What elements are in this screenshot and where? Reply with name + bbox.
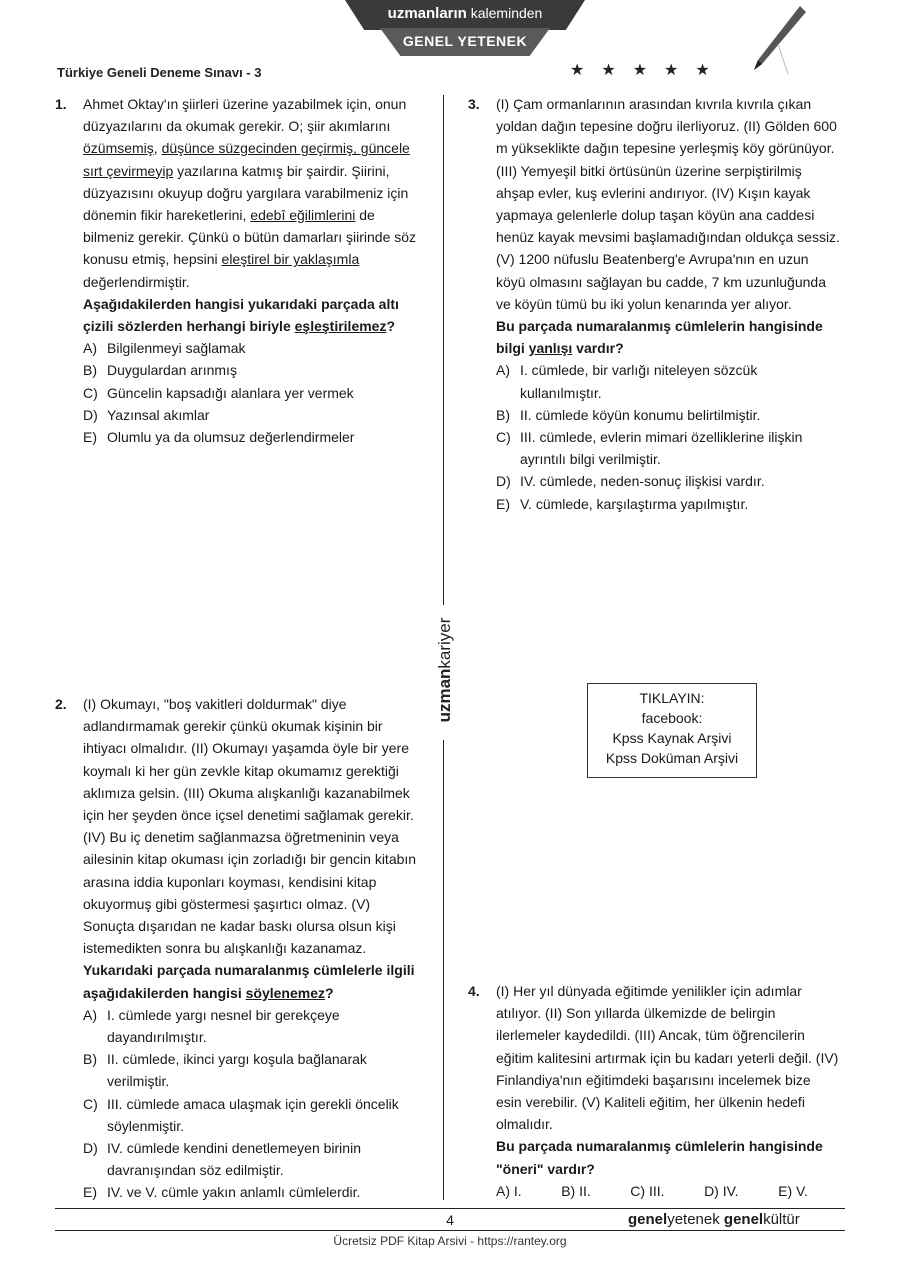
option-text: III. — [648, 1182, 665, 1199]
option-d[interactable] — [496, 470, 840, 492]
option-text: I. cümlede yargı nesnel bir gerekçeye dayandırılmıştır. — [107, 1006, 340, 1046]
footer-brand-rest: kültür — [763, 1211, 800, 1228]
option-letter: E) — [496, 495, 510, 512]
option-c[interactable] — [496, 426, 840, 470]
right-column-lower — [468, 980, 840, 1202]
footer-url[interactable]: Ücretsiz PDF Kitap Arsivi - https://rantey.org — [333, 1234, 567, 1248]
underlined-phrase: edebî eğilimlerini — [250, 207, 356, 224]
footer-rule-bottom — [55, 1230, 845, 1231]
exam-title: Türkiye Geneli Deneme Sınavı - 3 — [57, 65, 262, 80]
question-prompt — [496, 1135, 840, 1179]
banner-brand-rest: kaleminden — [466, 5, 543, 21]
option-d[interactable] — [704, 1180, 739, 1202]
stem-text: yazılarına katmış bir şairdir. Şiirini, düzyazısını okuyup doğru yargılara varabilmeniz için dönemin fikir hareketlerini, — [83, 162, 409, 224]
option-text: IV. cümlede kendini denetlemeyen birinin davranışından söz edilmiştir. — [107, 1140, 361, 1179]
option-text: Olumlu ya da olumsuz değerlendirmeler — [107, 429, 355, 446]
option-letter: A) — [496, 362, 510, 379]
prompt-text: vardır? — [572, 340, 624, 357]
option-letter: D) — [83, 406, 98, 423]
option-text: III. cümlede, evlerin mimari özelliklerine ilişkin ayrıntılı bilgi verilmiştir. — [520, 429, 803, 468]
option-text: II. — [579, 1182, 591, 1199]
option-text: IV. ve V. cümle yakın anlamlı cümlelerdir. — [107, 1184, 361, 1201]
right-column — [468, 93, 840, 515]
option-text: Duygulardan arınmış — [107, 362, 237, 379]
prompt-underlined: yanlışı — [528, 340, 573, 357]
banner-brand — [345, 5, 585, 22]
prompt-text: Yukarıdaki parçada numaralanmış cümlelerle ilgili aşağıdakilerden hangisi — [83, 962, 415, 1001]
underlined-phrase: eleştirel bir yaklaşımla — [221, 251, 360, 268]
ad-line-1: TIKLAYIN: — [639, 690, 705, 706]
question-stem — [83, 93, 422, 293]
option-letter: C) — [83, 1095, 98, 1112]
option-text: IV. — [722, 1182, 739, 1199]
option-a[interactable] — [83, 337, 422, 359]
question-number: 2. — [55, 696, 67, 712]
option-text: Güncelin kapsadığı alanlara yer vermek — [107, 384, 354, 401]
stem-text: , — [153, 140, 162, 157]
option-d[interactable] — [83, 404, 422, 426]
question-1 — [55, 93, 422, 448]
option-letter: E) — [83, 1184, 97, 1201]
option-c[interactable] — [630, 1180, 664, 1202]
option-letter: B) — [83, 362, 97, 379]
question-stem: (I) Her yıl dünyada eğitimde yenilikler için adımlar atılıyor. (II) Son yıllarda ülkemizde de belirgin ilerlemeler kaydedildi. (III) Ancak, tüm öğrencilerin eğitim kalitesini artırmak için bu kadarı yeterli değil. (IV) Finlandiya'nın eğitimdeki başarısını incelemek bize esin verebilir. (V) Kaliteli eğitim, her ülkenin hedefi olmalıdır. — [496, 983, 839, 1133]
option-letter: E) — [778, 1182, 793, 1199]
option-e[interactable] — [496, 493, 840, 515]
option-letter: D) — [496, 473, 511, 490]
option-a[interactable] — [83, 1004, 422, 1048]
option-letter: C) — [496, 429, 511, 446]
option-letter: E) — [83, 429, 97, 446]
option-text: V. — [796, 1182, 808, 1199]
option-d[interactable] — [83, 1137, 422, 1181]
underlined-phrase: düşünce süzgecinden geçirmiş, güncele sırt çevirmeyip — [83, 140, 410, 179]
option-letter: B) — [496, 406, 510, 423]
column-divider — [443, 95, 444, 605]
footer-rule — [55, 1208, 845, 1209]
option-b[interactable] — [83, 359, 422, 381]
prompt-text: ? — [386, 318, 396, 335]
prompt-text: Bu parçada numaralanmış cümlelerin hangisinde "öneri" vardır? — [496, 1138, 823, 1177]
option-letter: A) — [83, 1006, 97, 1023]
option-letter: D) — [83, 1140, 98, 1157]
header-stars: ★★★★★ — [570, 62, 727, 79]
question-stem: (I) Çam ormanlarının arasından kıvrıla kıvrıla çıkan yoldan dağın tepesine doğru ilerliyoruz. (II) Gölden 600 m yükseklikte dağın tepesine yerleşmiş köy görünüyor. (III) Yemyeşil bitki örtüsünün üzerine serpiştirilmiş ahşap evler, kuş evlerini andırıyor. (IV) Kışın kayak yapmaya gelenlerle dolup taşan köyün ana caddesi henüz kayak mevsimi başlamadığından oldukça sessiz. (V) 1200 nüfuslu Beatenberg'e Avrupa'nın en uzun köyü olmasını sağlayan bu cadde, 7 km uzunluğunda ve köyün tümü bu iki yolun kenarında yer alıyor. — [496, 96, 840, 312]
page-number: 4 — [446, 1212, 454, 1228]
prompt-text: Bu parçada numaralanmış cümlelerin hangisinde bilgi — [496, 318, 823, 357]
question-number: 3. — [468, 96, 480, 112]
footer-brand-rest: yetenek — [667, 1211, 724, 1228]
stem-text: Ahmet Oktay'ın şiirleri üzerine yazabilmek için, onun düzyazılarını da okumak gerekir. O; şiir akımlarını — [83, 96, 407, 135]
option-b[interactable] — [496, 404, 840, 426]
prompt-text: Aşağıdakilerden hangisi yukarıdaki parçada altı çizili sözlerden herhangi biriyle — [83, 295, 399, 335]
question-4 — [468, 980, 840, 1202]
option-text: II. cümlede, ikinci yargı koşula bağlanarak verilmiştir. — [107, 1051, 367, 1090]
question-stem: (I) Okumayı, "boş vakitleri doldurmak" diye adlandırmamak gerekir çünkü okumak kişinin bir ihtiyacı olmalıdır. (II) Okumayı yaşamda öyle bir yere koymalı ki her gün zevkle kitap okumamız gerektiği aklımıza gelsin. (III) Okuma alışkanlığı kazanabilmek için her şeyden önce içsel denetimi sağlamak gerekir. (IV) Bu iç denetim sağlanmazsa öğretmeninin veya ailesinin kitap okuması için zorladığı bir gencin kitabın arasına iddia kuponları koyması, kendisini kitap okuyormuş gibi göstermesi şaşırtıcı olmaz. (V) Sonuçta dışarıdan ne kadar baskı olursa olsun kişi istemedikten sonra bu alışkanlığı kazanamaz. — [83, 696, 417, 957]
footer-brand-bold: genel — [628, 1211, 668, 1228]
option-text: IV. cümlede, neden-sonuç ilişkisi vardır. — [520, 473, 765, 490]
option-letter: C) — [83, 384, 98, 401]
banner-brand-bold: uzmanların — [387, 5, 467, 22]
facebook-ad-box[interactable] — [587, 683, 757, 778]
left-column — [55, 93, 422, 448]
side-brand-bold: uzman — [435, 668, 454, 723]
prompt-underlined: söylenemez — [245, 984, 325, 1001]
option-e[interactable] — [778, 1180, 808, 1202]
option-b[interactable] — [83, 1048, 422, 1092]
option-text: I. cümlede, bir varlığı niteleyen sözcük kullanılmıştır. — [520, 362, 758, 401]
question-prompt — [83, 293, 422, 337]
option-letter: D) — [704, 1182, 719, 1199]
prompt-text: ? — [325, 984, 334, 1001]
ad-line-3: Kpss Kaynak Arşivi — [612, 730, 732, 746]
ad-line-4: Kpss Doküman Arşivi — [605, 750, 739, 766]
stem-text: de bilmeniz gerekir. Çünkü o bütün damarları şiirinde söz konusu etmiş, hepsini — [83, 207, 417, 268]
option-a[interactable] — [496, 1180, 522, 1202]
option-text: I. — [513, 1182, 522, 1199]
option-letter: C) — [630, 1182, 646, 1199]
question-2 — [55, 693, 422, 1204]
banner-subtitle: GENEL YETENEK — [402, 33, 528, 49]
option-text: II. cümlede köyün konumu belirtilmiştir. — [520, 406, 761, 423]
question-number: 4. — [468, 983, 480, 999]
pen-icon — [748, 4, 808, 76]
column-divider-lower — [443, 740, 444, 1200]
option-c[interactable] — [83, 382, 422, 404]
option-text: Bilgilenmeyi sağlamak — [107, 340, 246, 357]
side-brand-text — [435, 618, 455, 723]
side-brand-rest: kariyer — [435, 617, 454, 669]
prompt-underlined: eşleştirilemez — [294, 318, 387, 335]
option-text: III. cümlede amaca ulaşmak için gerekli öncelik söylenmiştir. — [107, 1095, 399, 1134]
inline-options — [496, 1180, 808, 1202]
question-number: 1. — [55, 96, 67, 112]
option-text: Yazınsal akımlar — [107, 406, 210, 423]
option-c[interactable] — [83, 1093, 422, 1137]
option-letter: B) — [83, 1051, 97, 1068]
header-banner — [345, 0, 585, 62]
footer-brand-bold: genel — [723, 1211, 764, 1228]
option-e[interactable] — [83, 1181, 422, 1203]
ad-line-2: facebook: — [641, 710, 703, 726]
option-text: V. cümlede, karşılaştırma yapılmıştır. — [520, 495, 749, 512]
option-letter: A) — [83, 340, 97, 357]
footer-brand — [628, 1211, 800, 1228]
underlined-phrase: özümsemiş — [83, 140, 154, 157]
option-letter: B) — [561, 1182, 576, 1199]
question-3 — [468, 93, 840, 515]
option-e[interactable] — [83, 426, 422, 448]
question-prompt — [83, 959, 422, 1003]
stem-text: değerlendirmiştir. — [83, 273, 190, 290]
option-letter: A) — [496, 1182, 510, 1199]
option-a[interactable] — [496, 359, 840, 403]
left-column-lower — [55, 693, 422, 1204]
option-b[interactable] — [561, 1180, 591, 1202]
side-brand — [425, 600, 465, 740]
question-prompt — [496, 315, 840, 359]
